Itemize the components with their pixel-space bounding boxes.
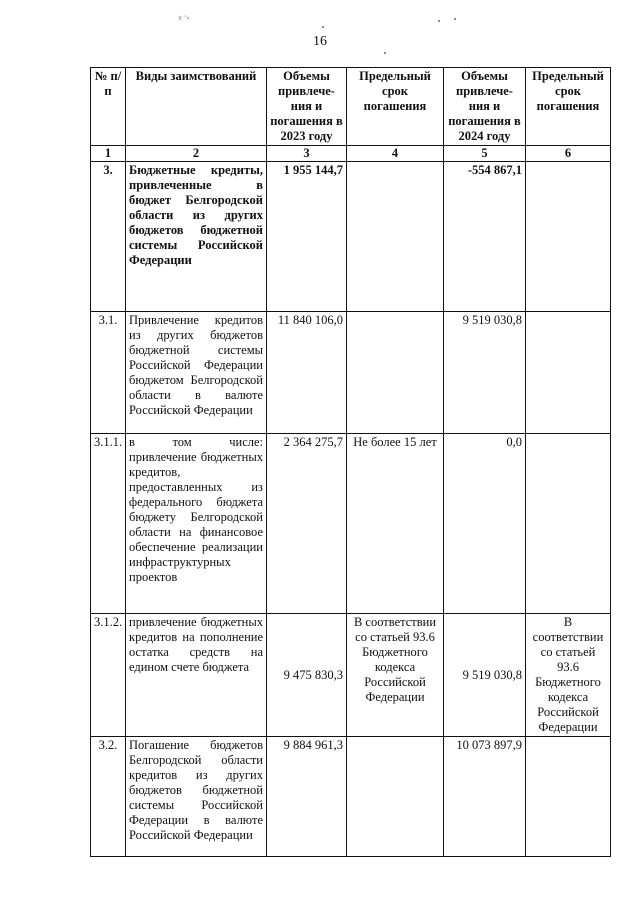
row-volume-2024: 0,0 [444, 434, 526, 614]
header-number: № п/п [91, 68, 126, 146]
column-number: 2 [126, 146, 267, 162]
row-number: 3.1. [91, 312, 126, 434]
borrowings-table [90, 67, 611, 857]
row-borrowing-type: привлечение бюджетных кредитов на пополнение остатка средств на едином счете бюджета [126, 614, 267, 737]
header-term-2023: Предельный срок погашения [347, 68, 444, 146]
row-term-2023 [347, 162, 444, 312]
header-term-2024: Предельный срок погашения [526, 68, 611, 146]
column-numbers-row [91, 146, 611, 162]
row-number: 3.1.2. [91, 614, 126, 737]
scan-artifact [322, 26, 324, 28]
row-volume-2024: -554 867,1 [444, 162, 526, 312]
row-borrowing-type: Бюджетные кредиты, привлеченные в бюджет Белгородской области из других бюджетов бюджетной системы Российской Федерации [126, 162, 267, 312]
row-term-2023: Не более 15 лет [347, 434, 444, 614]
column-number: 5 [444, 146, 526, 162]
header-volume-2023: Объемы привлече- ния и погашения в 2023 году [267, 68, 347, 146]
row-term-2024 [526, 312, 611, 434]
row-number: 3.2. [91, 737, 126, 857]
header-volume-2024: Объемы привлече- ния и погашения в 2024 году [444, 68, 526, 146]
row-term-2023 [347, 312, 444, 434]
column-number: 3 [267, 146, 347, 162]
row-term-2023: В соответствии со статьей 93.6 Бюджетного кодекса Российской Федерации [347, 614, 444, 737]
row-volume-2023: 2 364 275,7 [267, 434, 347, 614]
row-borrowing-type: в том числе: привлечение бюджетных кредитов, предоставленных из федерального бюджета бюджету Белгородской области на финансовое обеспечение реализации инфраструктурных проектов [126, 434, 267, 614]
table-row [91, 162, 611, 312]
row-term-2024 [526, 737, 611, 857]
scan-artifact [384, 52, 386, 54]
row-borrowing-type: Погашение бюджетов Белгородской области кредитов из других бюджетов бюджетной системы Российской Федерации в валюте Российской Федерации [126, 737, 267, 857]
table-header-row [91, 68, 611, 146]
row-volume-2023: 9 884 961,3 [267, 737, 347, 857]
row-number: 3.1.1. [91, 434, 126, 614]
row-volume-2023: 11 840 106,0 [267, 312, 347, 434]
scan-artifact: ☓ ˜ᵃ [178, 14, 190, 23]
row-volume-2024: 10 073 897,9 [444, 737, 526, 857]
row-term-2023 [347, 737, 444, 857]
row-volume-2024: 9 519 030,8 [444, 312, 526, 434]
page-number: 16 [313, 34, 327, 49]
scan-artifact [438, 20, 440, 22]
row-term-2024 [526, 162, 611, 312]
column-number: 4 [347, 146, 444, 162]
table-row [91, 434, 611, 614]
table-row [91, 737, 611, 857]
row-number: 3. [91, 162, 126, 312]
table-row [91, 312, 611, 434]
table-row [91, 614, 611, 737]
column-number: 6 [526, 146, 611, 162]
row-term-2024: В соответствии со статьей 93.6 Бюджетного кодекса Российской Федерации [526, 614, 611, 737]
row-volume-2023: 1 955 144,7 [267, 162, 347, 312]
header-borrowing-type: Виды заимствований [126, 68, 267, 146]
row-volume-2024: 9 519 030,8 [444, 614, 526, 737]
row-term-2024 [526, 434, 611, 614]
row-volume-2023: 9 475 830,3 [267, 614, 347, 737]
column-number: 1 [91, 146, 126, 162]
scan-artifact [454, 18, 456, 20]
row-borrowing-type: Привлечение кредитов из других бюджетов бюджетной системы Российской Федерации бюджетом Белгородской области в валюте Российской Федерации [126, 312, 267, 434]
